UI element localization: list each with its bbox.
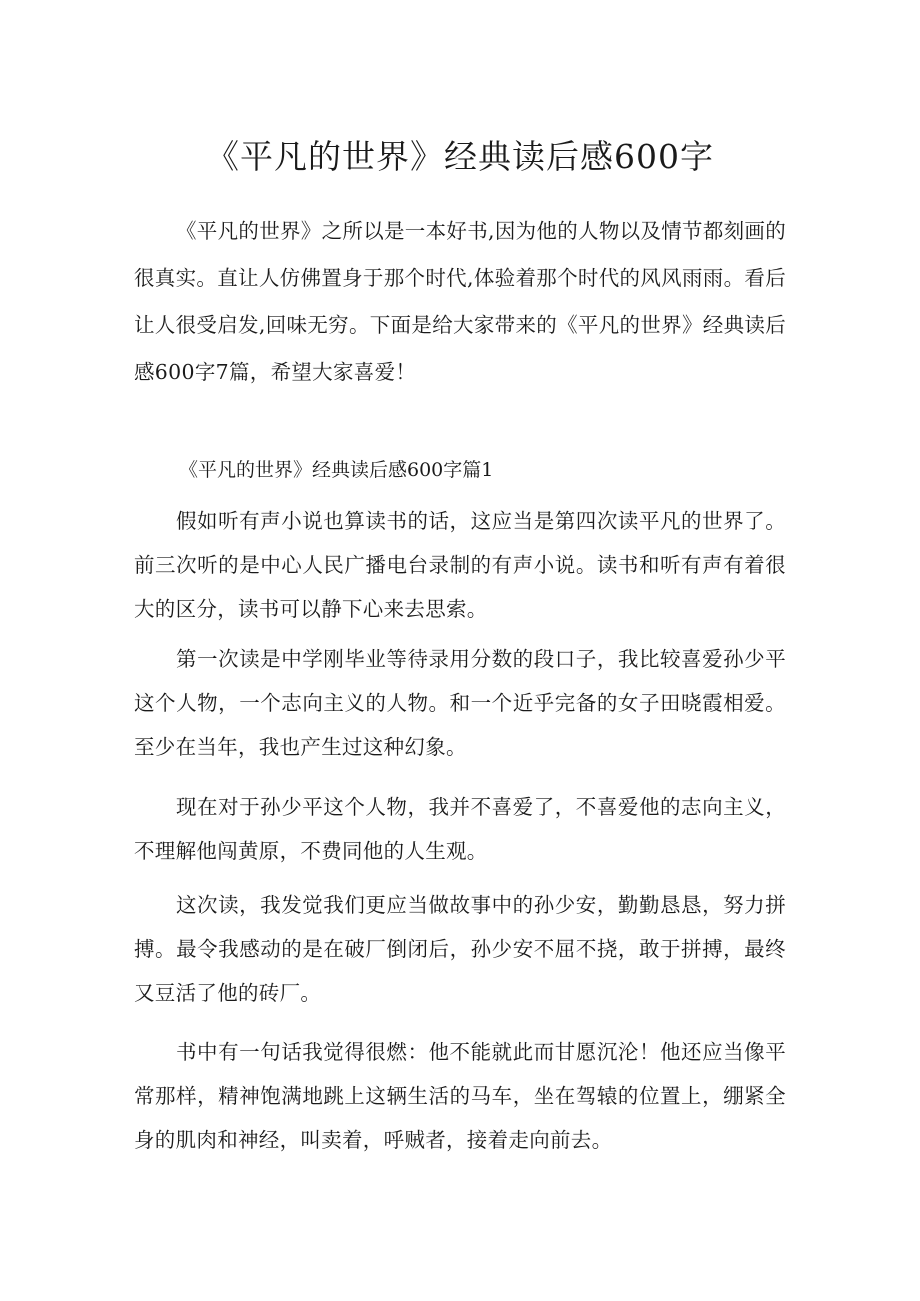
body-paragraph: 现在对于孙少平这个人物，我并不喜爱了，不喜爱他的志向主义，不理解他闯黄原，不费同他的人生观。: [134, 795, 786, 863]
intro-paragraph: 《平凡的世界》之所以是一本好书,因为他的人物以及情节都刻画的很真实。直让人仿佛置身于那个时代,体验着那个时代的风风雨雨。看后让人很受启发,回味无穷。下面是给大家带来的《平凡的世界》经典读后感600字7篇，希望大家喜爱！: [134, 219, 787, 384]
body-paragraph: 第一次读是中学刚毕业等待录用分数的段口子，我比较喜爱孙少平这个人物，一个志向主义的人物。和一个近乎完备的女子田晓霞相爱。至少在当年，我也产生过这种幻象。: [134, 647, 786, 759]
document-title: 《平凡的世界》经典读后感600字: [206, 137, 714, 176]
body-paragraph: 假如听有声小说也算读书的话，这应当是第四次读平凡的世界了。前三次听的是中心人民广播电台录制的有声小说。读书和听有声有着很大的区分，读书可以静下心来去思索。: [134, 509, 786, 621]
section-heading: 《平凡的世界》经典读后感600字篇1: [179, 459, 494, 481]
body-paragraph: 这次读，我发觉我们更应当做故事中的孙少安，勤勤恳恳，努力拼搏。最令我感动的是在破厂倒闭后，孙少安不屈不挠，敢于拼搏，最终又豆活了他的砖厂。: [134, 893, 786, 1005]
body-paragraph: 书中有一句话我觉得很燃：他不能就此而甘愿沉沦！他还应当像平常那样，精神饱满地跳上这辆生活的马车，坐在驾辕的位置上，绷紧全身的肌肉和神经，叫卖着，呼贼者，接着走向前去。: [134, 1040, 786, 1152]
